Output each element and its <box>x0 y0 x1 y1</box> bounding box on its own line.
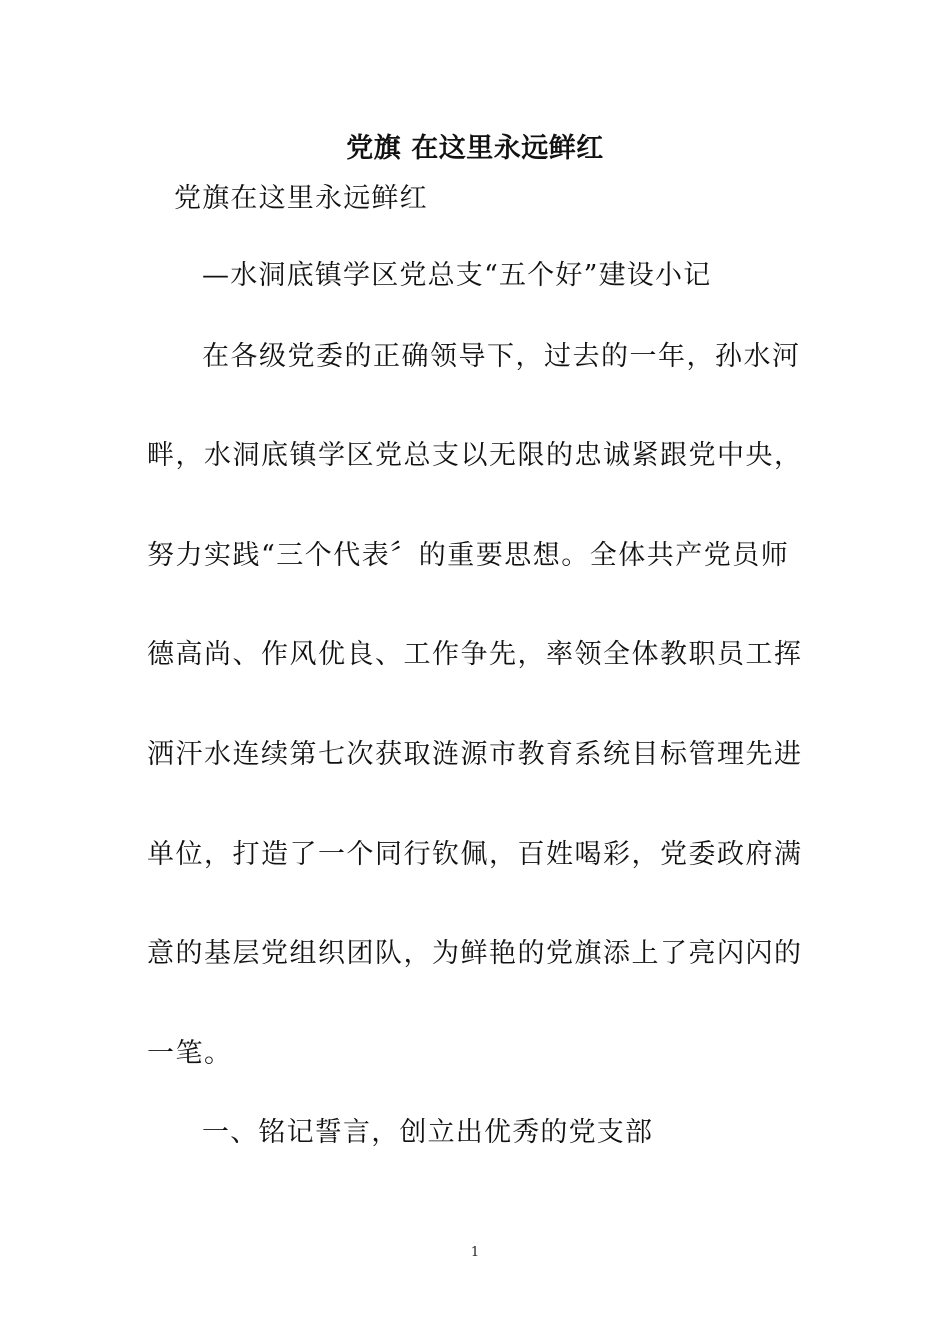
paragraph-line-6: 单位，打造了一个同行钦佩，百姓喝彩，党委政府满 <box>147 839 803 870</box>
paragraph-line-4: 德高尚、作风优良、工作争先，率领全体教职员工挥 <box>147 639 803 670</box>
subtitle-sub: —水洞底镇学区党总支“五个好”建设小记 <box>202 260 712 291</box>
paragraph-line-7: 意的基层党组织团队，为鲜艳的党旗添上了亮闪闪的 <box>147 938 803 969</box>
paragraph-line-8: 一笔。 <box>147 1038 233 1069</box>
paragraph-line-1: 在各级党委的正确领导下，过去的一年，孙水河 <box>202 341 801 372</box>
subtitle-main: 党旗在这里永远鲜红 <box>174 183 428 214</box>
paragraph-line-2: 畔，水洞底镇学区党总支以无限的忠诚紧跟党中央， <box>147 440 803 471</box>
page-number: 1 <box>470 1245 480 1260</box>
paragraph-line-5: 洒汗水连续第七次获取涟源市教育系统目标管理先进 <box>147 739 803 770</box>
document-title: 党旗 在这里永远鲜红 <box>346 133 604 164</box>
section-heading: 一、铭记誓言，创立出优秀的党支部 <box>202 1117 654 1148</box>
paragraph-line-3: 努力实践“三个代表〞的重要思想。全体共产党员师 <box>147 540 790 571</box>
